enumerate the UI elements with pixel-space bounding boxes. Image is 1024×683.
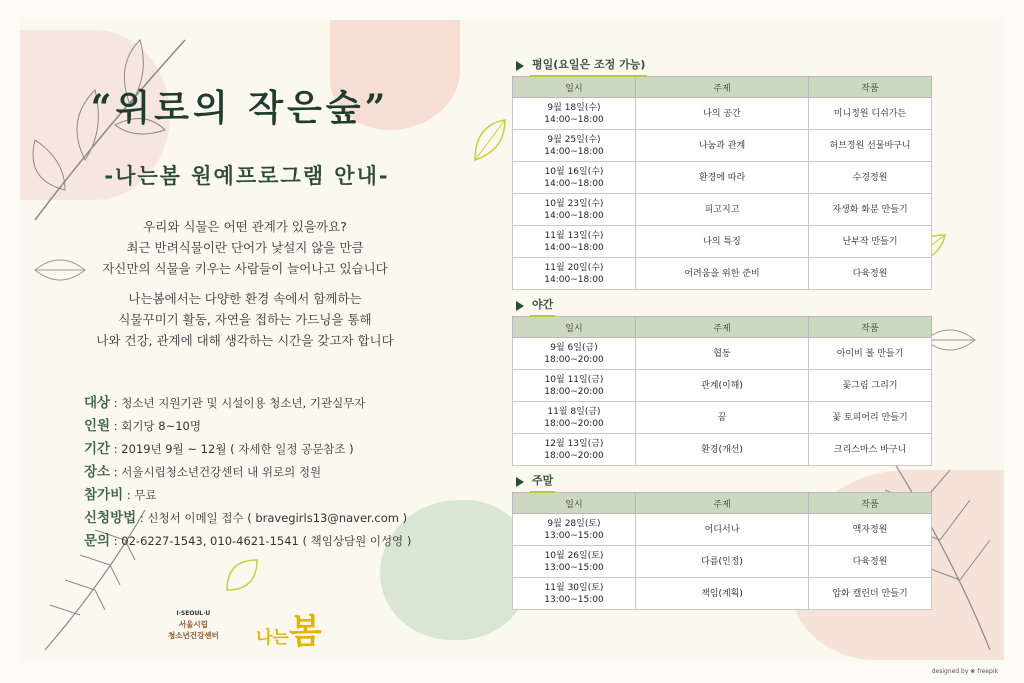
info-row-apply bbox=[84, 507, 514, 530]
date-text: 10월 23일(수) bbox=[544, 198, 604, 209]
brand-small: 나는 bbox=[256, 628, 289, 648]
cell-topic: 관계(이해) bbox=[636, 370, 809, 402]
page-title: “위로의 작은숲” bbox=[90, 87, 390, 129]
time-text: 13:00~15:00 bbox=[544, 594, 604, 605]
table-row bbox=[513, 194, 932, 226]
cell-date bbox=[513, 338, 636, 370]
page-subtitle: -나는봄 원예프로그램 안내- bbox=[104, 164, 390, 188]
cell-topic: 환경(개선) bbox=[636, 434, 809, 466]
cell-date bbox=[513, 226, 636, 258]
intro-line: 우리와 식물은 어떤 관계가 있을까요? bbox=[143, 219, 347, 234]
time-text: 18:00~20:00 bbox=[544, 354, 604, 365]
intro-line: 최근 반려식물이란 단어가 낯설지 않을 만큼 bbox=[126, 240, 364, 255]
schedule-table bbox=[512, 492, 932, 610]
column-header: 일시 bbox=[513, 77, 636, 98]
cell-date bbox=[513, 258, 636, 290]
time-text: 14:00~18:00 bbox=[544, 210, 604, 221]
cell-work: 수경정원 bbox=[809, 162, 932, 194]
info-value: : 02-6227-1543, 010-4621-1541 ( 책임상담원 이성영 ) bbox=[113, 534, 412, 548]
cell-topic: 환경에 따라 bbox=[636, 162, 809, 194]
info-row-period bbox=[84, 438, 514, 461]
cell-topic: 어디서나 bbox=[636, 514, 809, 546]
cell-work: 액자정원 bbox=[809, 514, 932, 546]
table-header-row bbox=[513, 493, 932, 514]
info-label: 참가비 bbox=[84, 487, 124, 503]
cell-date bbox=[513, 194, 636, 226]
cell-date bbox=[513, 402, 636, 434]
cell-topic: 책임(계획) bbox=[636, 578, 809, 610]
schedule-table bbox=[512, 76, 932, 290]
intro-line: 나는봄에서는 다양한 환경 속에서 함께하는 bbox=[128, 291, 362, 306]
cell-work: 꽃 토피어리 만들기 bbox=[809, 402, 932, 434]
column-header: 작품 bbox=[809, 77, 932, 98]
schedule-tables bbox=[512, 56, 932, 616]
info-value: : 신청서 이메일 접수 ( bravegirls13@naver.com ) bbox=[139, 511, 408, 525]
info-value: : 회기당 8~10명 bbox=[113, 419, 201, 433]
triangle-icon bbox=[516, 301, 524, 311]
cell-date bbox=[513, 370, 636, 402]
cell-work: 아이비 볼 만들기 bbox=[809, 338, 932, 370]
date-text: 11월 30일(토) bbox=[544, 582, 604, 593]
cell-topic: 어려움을 위한 준비 bbox=[636, 258, 809, 290]
cell-topic: 꿈 bbox=[636, 402, 809, 434]
time-text: 18:00~20:00 bbox=[544, 386, 604, 397]
table-row bbox=[513, 546, 932, 578]
time-text: 14:00~18:00 bbox=[544, 114, 604, 125]
date-text: 11월 13일(수) bbox=[544, 230, 604, 241]
cell-work: 크리스마스 바구니 bbox=[809, 434, 932, 466]
column-header: 일시 bbox=[513, 493, 636, 514]
time-text: 14:00~18:00 bbox=[544, 274, 604, 285]
table-row bbox=[513, 578, 932, 610]
table-row bbox=[513, 434, 932, 466]
table-header-row bbox=[513, 317, 932, 338]
date-text: 10월 16일(수) bbox=[544, 166, 604, 177]
intro-line: 자신만의 식물을 키우는 사람들이 늘어나고 있습니다 bbox=[102, 261, 388, 276]
center-logo bbox=[168, 608, 219, 641]
section-heading bbox=[512, 296, 932, 316]
cell-work: 난부작 만들기 bbox=[809, 226, 932, 258]
logo-top: I·SEOUL·U bbox=[176, 610, 211, 617]
cell-topic: 다름(인정) bbox=[636, 546, 809, 578]
cell-work: 다육정원 bbox=[809, 258, 932, 290]
date-text: 9월 18일(수) bbox=[547, 102, 601, 113]
time-text: 18:00~20:00 bbox=[544, 450, 604, 461]
cell-work: 미니정원 디쉬가든 bbox=[809, 98, 932, 130]
logo-line2: 청소년건강센터 bbox=[168, 631, 219, 640]
triangle-icon bbox=[516, 477, 524, 487]
section-title: 평일(요일은 조정 가능) bbox=[530, 55, 647, 77]
table-row bbox=[513, 226, 932, 258]
table-row bbox=[513, 514, 932, 546]
table-header-row bbox=[513, 77, 932, 98]
info-row-fee bbox=[84, 484, 514, 507]
cell-topic: 나의 공간 bbox=[636, 98, 809, 130]
cell-date bbox=[513, 546, 636, 578]
cell-topic: 협동 bbox=[636, 338, 809, 370]
cell-work: 꽃그림 그리기 bbox=[809, 370, 932, 402]
date-text: 10월 26일(토) bbox=[544, 550, 604, 561]
leaf-yellow-1 bbox=[470, 115, 510, 165]
info-label: 대상 bbox=[84, 395, 111, 411]
date-text: 11월 8일(금) bbox=[547, 406, 601, 417]
date-text: 10월 11일(금) bbox=[544, 374, 604, 385]
brand-logo bbox=[256, 604, 322, 653]
section-title: 주말 bbox=[530, 471, 555, 493]
intro-line: 나와 건강, 관계에 대해 생각하는 시간을 갖고자 합니다 bbox=[96, 333, 394, 348]
cell-topic: 나의 특징 bbox=[636, 226, 809, 258]
cell-work: 허브정원 선물바구니 bbox=[809, 130, 932, 162]
info-label: 문의 bbox=[84, 533, 111, 549]
date-text: 12월 13일(금) bbox=[544, 438, 604, 449]
cell-date bbox=[513, 578, 636, 610]
cell-date bbox=[513, 514, 636, 546]
info-value: : 무료 bbox=[126, 488, 157, 502]
info-value: : 청소년 지원기관 및 시설이용 청소년, 기관실무자 bbox=[113, 396, 366, 410]
cell-date bbox=[513, 98, 636, 130]
column-header: 작품 bbox=[809, 493, 932, 514]
section-heading bbox=[512, 56, 932, 76]
triangle-icon bbox=[516, 61, 524, 71]
column-header: 주제 bbox=[636, 493, 809, 514]
cell-date bbox=[513, 130, 636, 162]
intro-line: 식물꾸미기 활동, 자연을 접하는 가드닝을 통해 bbox=[118, 312, 372, 327]
table-row bbox=[513, 98, 932, 130]
cell-date bbox=[513, 434, 636, 466]
date-text: 9월 6일(금) bbox=[550, 342, 598, 353]
table-row bbox=[513, 338, 932, 370]
info-label: 장소 bbox=[84, 464, 111, 480]
table-row bbox=[513, 258, 932, 290]
cell-work: 압화 캘린더 만들기 bbox=[809, 578, 932, 610]
time-text: 18:00~20:00 bbox=[544, 418, 604, 429]
brand-big: 봄 bbox=[288, 612, 322, 652]
column-header: 일시 bbox=[513, 317, 636, 338]
schedule-table bbox=[512, 316, 932, 466]
table-row bbox=[513, 370, 932, 402]
intro-text bbox=[50, 216, 440, 360]
info-row-target bbox=[84, 392, 514, 415]
cell-work: 다육정원 bbox=[809, 546, 932, 578]
leaf-yellow-3 bbox=[222, 555, 262, 595]
section-title: 야간 bbox=[530, 295, 555, 317]
table-row bbox=[513, 402, 932, 434]
info-row-capacity bbox=[84, 415, 514, 438]
column-header: 작품 bbox=[809, 317, 932, 338]
info-value: : 서울시립청소년건강센터 내 위로의 정원 bbox=[113, 465, 322, 479]
cell-topic: 피고지고 bbox=[636, 194, 809, 226]
time-text: 14:00~18:00 bbox=[544, 242, 604, 253]
column-header: 주제 bbox=[636, 317, 809, 338]
section-heading bbox=[512, 472, 932, 492]
cell-work: 자생화 화분 만들기 bbox=[809, 194, 932, 226]
table-row bbox=[513, 130, 932, 162]
credit-text: designed by ❀ freepik bbox=[931, 668, 998, 675]
time-text: 13:00~15:00 bbox=[544, 530, 604, 541]
info-row-place bbox=[84, 461, 514, 484]
date-text: 9월 25일(수) bbox=[547, 134, 601, 145]
cell-date bbox=[513, 162, 636, 194]
info-value: : 2019년 9월 ~ 12월 ( 자세한 일정 공문참조 ) bbox=[113, 442, 354, 456]
time-text: 14:00~18:00 bbox=[544, 178, 604, 189]
info-label: 인원 bbox=[84, 418, 111, 434]
info-label: 신청방법 bbox=[84, 510, 137, 526]
table-row bbox=[513, 162, 932, 194]
cell-topic: 나눔과 관계 bbox=[636, 130, 809, 162]
time-text: 14:00~18:00 bbox=[544, 146, 604, 157]
time-text: 13:00~15:00 bbox=[544, 562, 604, 573]
date-text: 11월 20일(수) bbox=[544, 262, 604, 273]
column-header: 주제 bbox=[636, 77, 809, 98]
info-row-contact bbox=[84, 530, 514, 553]
info-label: 기간 bbox=[84, 441, 111, 457]
logo-line1: 서울시립 bbox=[178, 620, 208, 629]
info-list bbox=[84, 392, 514, 553]
date-text: 9월 28일(토) bbox=[547, 518, 601, 529]
